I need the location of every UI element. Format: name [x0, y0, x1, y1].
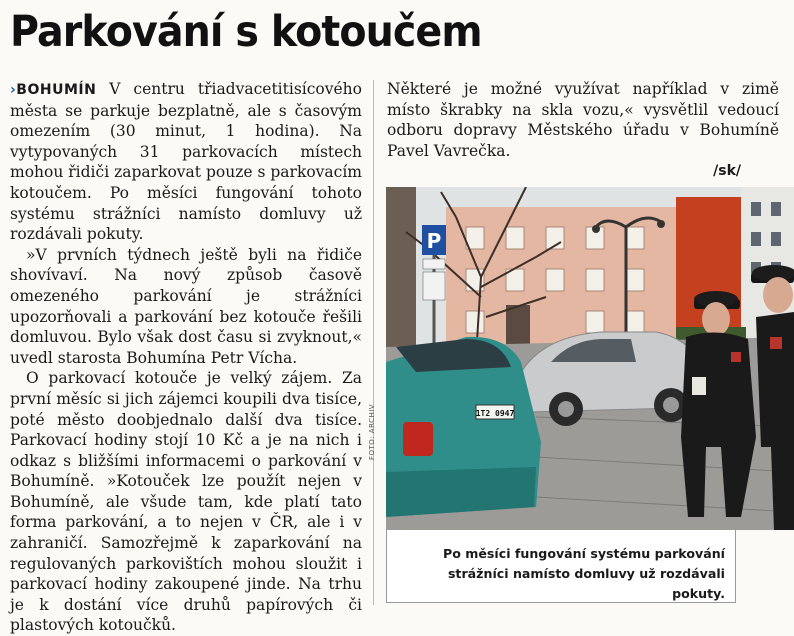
left-building — [386, 187, 416, 347]
author-signature: /sk/ — [713, 163, 741, 180]
tail-light — [403, 422, 433, 456]
article-column-left — [10, 79, 362, 636]
photo-caption: Po měsíci fungování systému parkování strážníci namísto domluvy už rozdávali pokuty. — [442, 546, 725, 601]
paragraph-1 — [10, 79, 362, 245]
paragraph-2: »V prvních týdnech ještě byli na řidiče shovívaví. Na nový způsob časově omezeného parkování je strážníci upozorňovali a parkování bez kotouče řešili domluvou. Bylo však dost času si zvyknout,« uvedl starosta Bohumína Petr Vícha. — [10, 245, 362, 367]
license-plate: 1T2 0947 — [475, 409, 515, 418]
column-divider — [373, 80, 374, 605]
photo-caption-box — [386, 530, 736, 603]
parking-sign-letter: P — [426, 229, 442, 253]
dateline-text: BOHUMÍN — [16, 82, 97, 98]
paragraph-4: Některé je možné využívat například v zimě místo škrabky na skla vozu,« vysvětlil vedoucí odboru dopravy Městského úřadu v Bohumíně Pavel Vavrečka. — [387, 80, 779, 160]
article-column-right — [387, 79, 779, 182]
paragraph-1-text: V centru třiadvacetitisícového města se parkuje bezplatně, ale s časovým omezením (30 minut, 1 hodina). Na vytypovaných 31 parkovacích místech mohou řidiči zaparkovat pouze s parkovacím kotoučem. Po měsíci fungování tohoto systému strážníci namísto domluvy už rozdávali pokuty. — [10, 80, 362, 244]
dateline-arrow-icon: › — [10, 82, 17, 98]
doorway — [506, 305, 530, 349]
article-photo — [386, 187, 794, 530]
paragraph-3: O parkovací kotouče je velký zájem. Za první měsíc si jich zájemci koupili dva tisíce, poté město doobjednalo další dva tisíce. Parkovací hodiny stojí 10 Kč a je na nich i odkaz s bližšími informacemi o parkování v Bohumíně. »Kotouček lze použít nejen v Bohumíně, ale všude tam, kde platí tato forma parkování, a to nejen v ČR, ale i v zahraničí. Samozřejmě k zaparkování na regulovaných parkovištích mohou sloužit i parkovací hodiny zakoupené jinde. Na trhu je k dostání více druhů papírových či plastových kotoučků. — [10, 369, 362, 635]
photo-credit: FOTO: ARCHIV — [368, 403, 376, 460]
article-headline: Parkování s kotoučem — [10, 7, 482, 57]
dateline — [10, 82, 96, 98]
